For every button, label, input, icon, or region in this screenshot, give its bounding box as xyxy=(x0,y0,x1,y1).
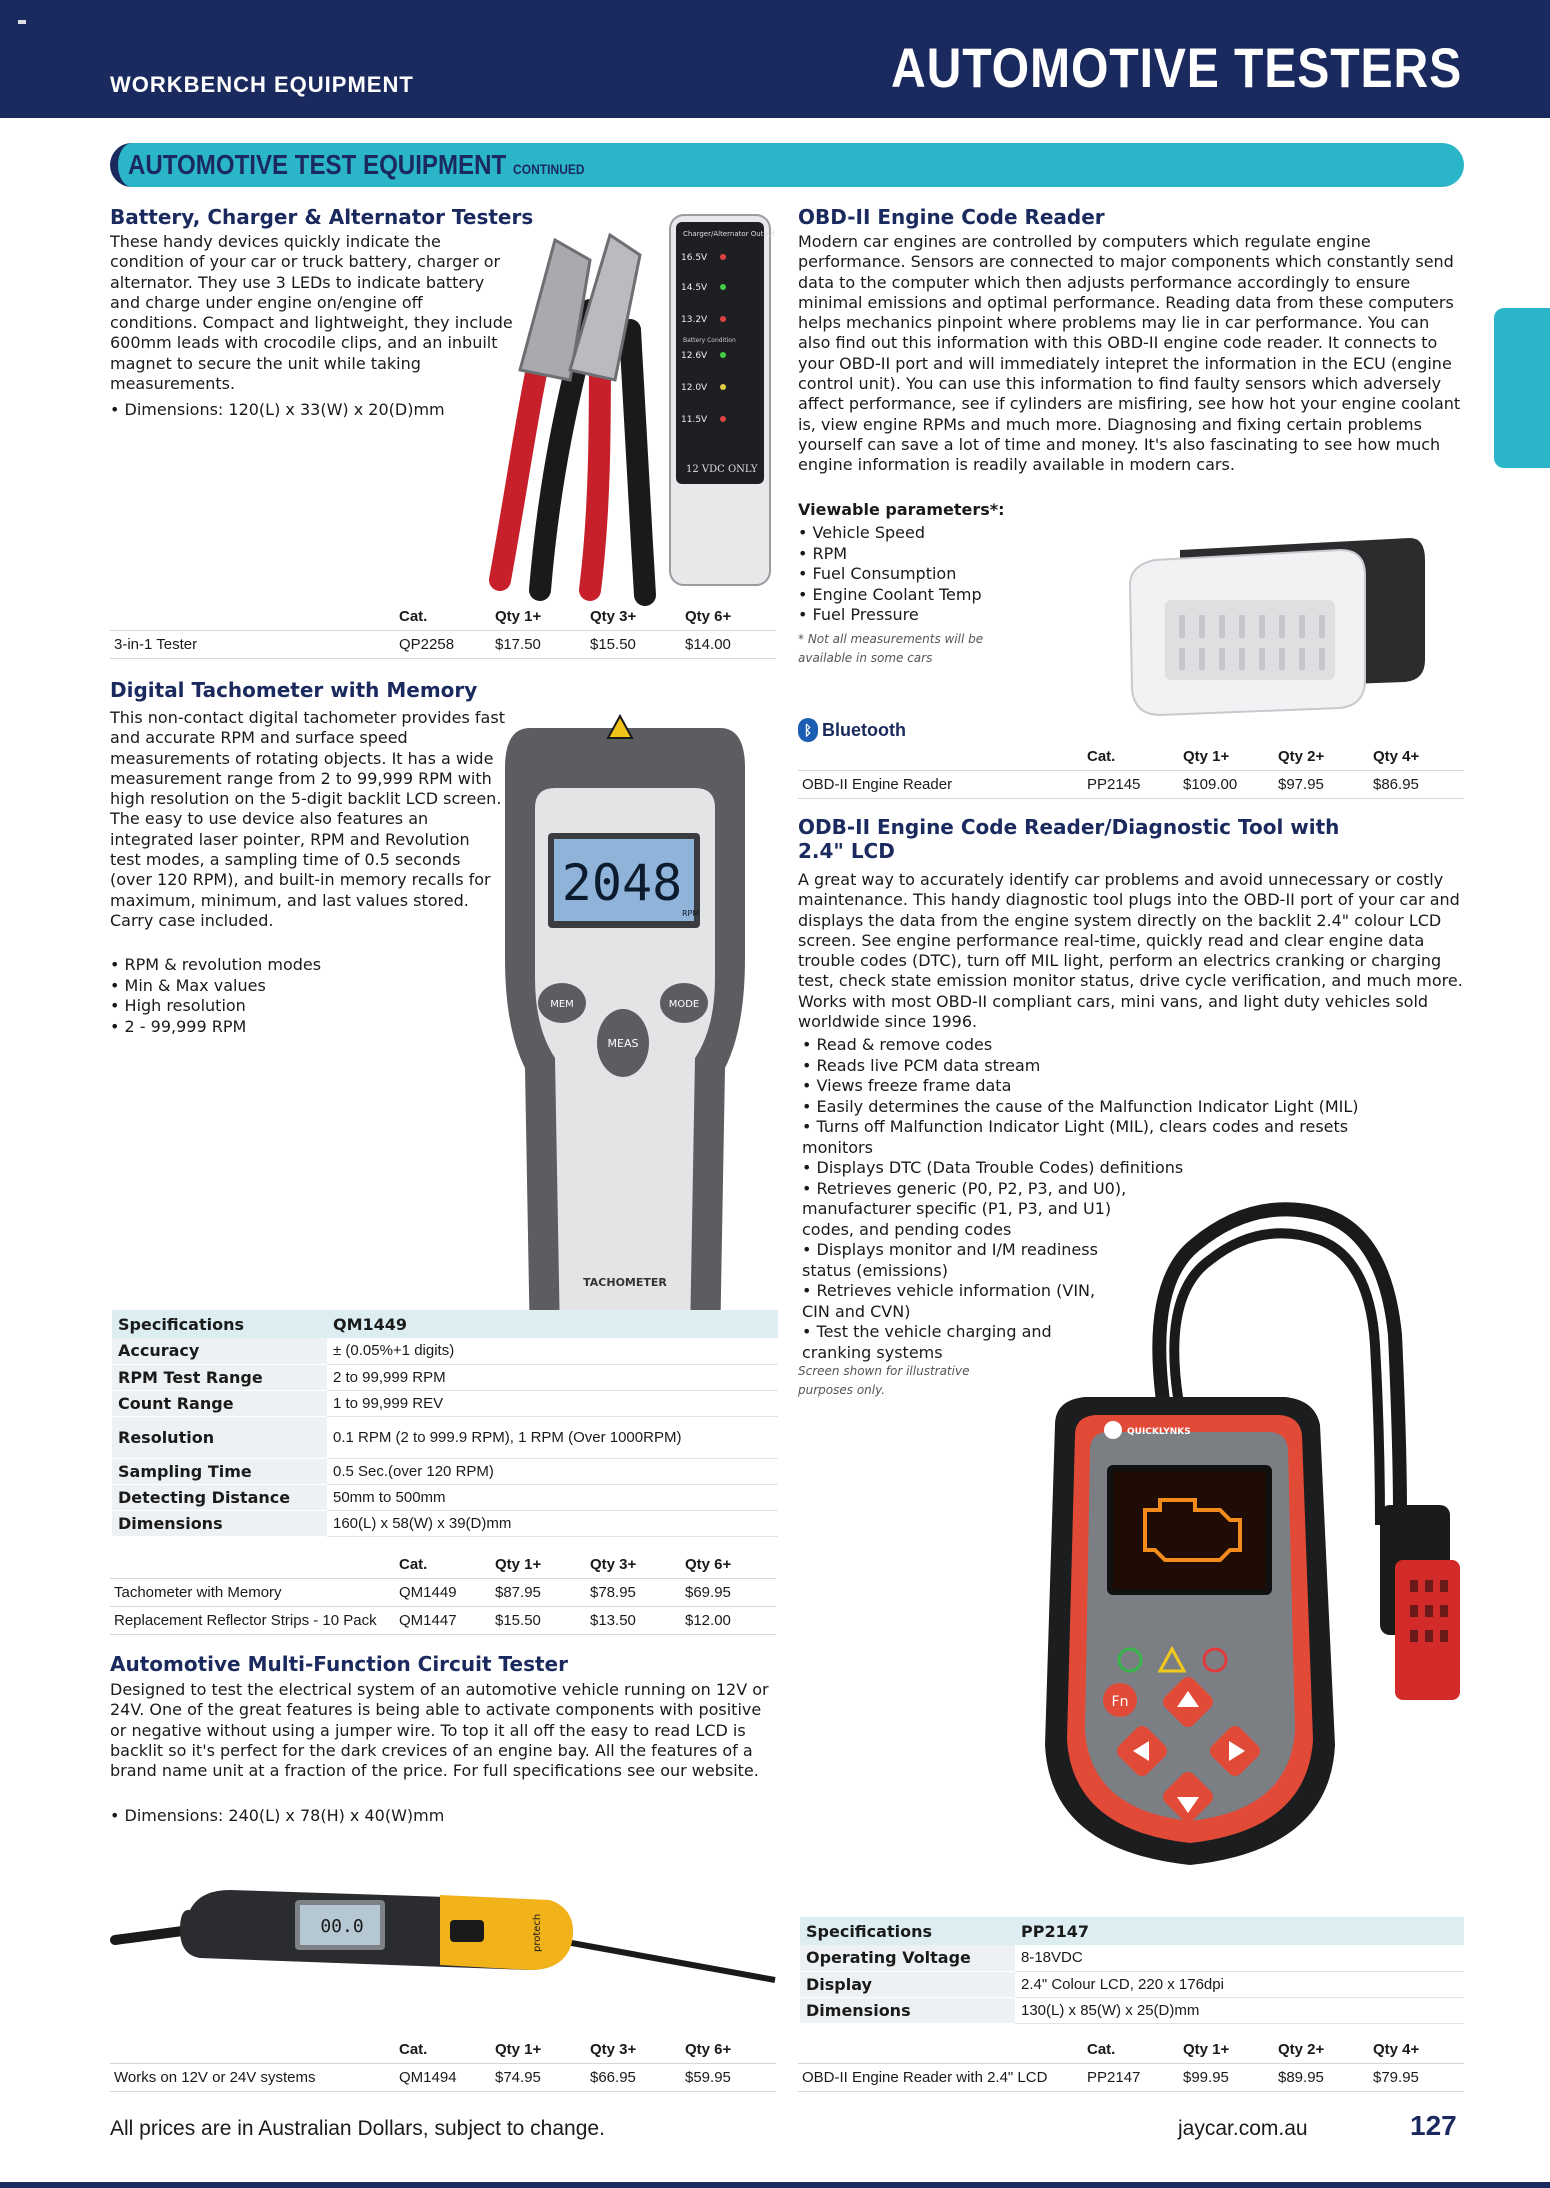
bullet: • High resolution xyxy=(110,996,410,1017)
bullet: • Turns off Malfunction Indicator Light (MIL), clears codes and resets monitors xyxy=(802,1117,1402,1158)
label: 13.2V xyxy=(681,315,708,325)
table-row: Replacement Reflector Strips - 10 Pack QM1447 $15.50 $13.50 $12.00 xyxy=(110,1606,776,1634)
obd-reader-bullets xyxy=(798,523,1098,626)
bullet: • Min & Max values xyxy=(110,976,410,997)
bullet: • Displays monitor and I/M readiness status (emissions) xyxy=(802,1240,1132,1281)
page-title: AUTOMOTIVE TESTERS xyxy=(890,36,1462,99)
spec-row: Accuracy ± (0.05%+1 digits) xyxy=(112,1338,778,1364)
diag-tool-note: Screen shown for illustrative purposes only. xyxy=(798,1364,970,1397)
battery-tester-description: These handy devices quickly indicate the condition of your car or truck battery, charger or alternator. They use 3 LEDs to indicate battery and charge under engine on/engine off conditions. Compact and lightweight, they include 600mm leads with crocodile clips, and an inbuilt magnet to secure the unit while taking measurements. xyxy=(110,232,513,394)
bullet: • Easily determines the cause of the Malfunction Indicator Light (MIL) xyxy=(802,1097,1422,1118)
table-row: 3-in-1 Tester QP2258 $17.50 $15.50 $14.00 xyxy=(110,630,776,658)
category-title: AUTOMOTIVE TEST EQUIPMENT CONTINUED xyxy=(128,149,585,180)
obd-reader-note: * Not all measurements will be available in some cars xyxy=(798,632,984,665)
obd-reader-price-table xyxy=(798,744,1464,799)
header-bar xyxy=(0,0,1550,118)
fn-button-label: Fn xyxy=(1111,1694,1129,1710)
table-header-row: Cat. Qty 1+ Qty 3+ Qty 6+ xyxy=(399,1556,732,1574)
bullet: • Fuel Consumption xyxy=(798,564,1098,585)
bullet: • Retrieves generic (P0, P2, P3, and U0), manufacturer specific (P1, P3, and U1) codes, and pending codes xyxy=(802,1179,1162,1241)
spec-row: Display 2.4" Colour LCD, 220 x 176dpi xyxy=(800,1971,1464,1997)
bullet: • Views freeze frame data xyxy=(802,1076,1422,1097)
category-subtitle: CONTINUED xyxy=(513,161,585,177)
spec-row: RPM Test Range 2 to 99,999 RPM xyxy=(112,1364,778,1390)
table-row: Works on 12V or 24V systems QM1494 $74.95 $66.95 $59.95 xyxy=(110,2063,776,2091)
label: 16.5V xyxy=(681,253,708,263)
side-tab[interactable] xyxy=(1494,308,1550,468)
page-number: 127 xyxy=(1410,2110,1457,2141)
mode-button-label: MODE xyxy=(668,999,700,1010)
obd-reader-description: Modern car engines are controlled by computers which regulate engine performance. Sensors are connected to major components which constantly send data to the computer which then adjusts performance accordingly to ensure minimal emissions and optimal performance. Reading data from these computers helps mechanics pinpoint where problems may lie in car performance. You can also find out this information with this OBD-II engine code reader. It connects to your OBD-II port and will immediately intepret the information in the ECU (engine control unit). You can use this information to find faulty sensors which adversely affect performance, see if cylinders are misfiring, see how hot your engine coolant is, view engine RPMs and much more. Diagnosing and fixing certain problems yourself can save a lot of time and money. It's also fascinating to see how much engine information is readily available in modern cars. xyxy=(798,232,1461,475)
bullet: • RPM & revolution modes xyxy=(110,955,410,976)
bullet: • Read & remove codes xyxy=(802,1035,1422,1056)
bullet: • Engine Coolant Temp xyxy=(798,585,1098,606)
label: Charger/Alternator Output xyxy=(683,230,776,238)
circuit-tester-bullets xyxy=(110,1806,710,1827)
footer-note: All prices are in Australian Dollars, subject to change. xyxy=(110,2117,605,2140)
circuit-tester-title: Automotive Multi-Function Circuit Tester xyxy=(110,1652,568,1676)
diag-tool-image xyxy=(995,1185,1470,1875)
label: 12.6V xyxy=(681,351,708,361)
bottom-rule xyxy=(0,2182,1550,2188)
label: 12 VDC ONLY xyxy=(686,464,758,475)
tachometer-description: This non-contact digital tachometer provides fast and accurate RPM and surface speed measurements of rotating objects. It has a wide measurement range from 2 to 99,999 RPM with high resolution on the 5-digit backlit LCD screen. The easy to use device also features an integrated laser pointer, RPM and Revolution test modes, a sampling time of 0.5 seconds (over 120 RPM), and built-in memory recalls for maximum, minimum, and last values stored. Carry case included. xyxy=(110,708,505,930)
spec-row: Dimensions 130(L) x 85(W) x 25(D)mm xyxy=(800,1997,1464,2023)
table-header-row: Cat. Qty 1+ Qty 3+ Qty 6+ xyxy=(399,608,732,626)
spec-row: Resolution 0.1 RPM (2 to 999.9 RPM), 1 RPM (Over 1000RPM) xyxy=(112,1416,778,1458)
bullet: • Dimensions: 120(L) x 33(W) x 20(D)mm xyxy=(110,400,510,421)
footer-site-link[interactable]: jaycar.com.au xyxy=(1178,2117,1308,2140)
table-header-row: Cat. Qty 1+ Qty 2+ Qty 4+ xyxy=(1087,2041,1420,2059)
battery-tester-title: Battery, Charger & Alternator Testers xyxy=(110,205,534,229)
diag-tool-brand: QUICKLYNKS xyxy=(1127,1427,1191,1437)
table-row: Tachometer with Memory QM1449 $87.95 $78.95 $69.95 xyxy=(110,1578,776,1606)
bullet: • 2 - 99,999 RPM xyxy=(110,1017,410,1038)
spec-row: Operating Voltage 8-18VDC xyxy=(800,1945,1464,1971)
bullet: • RPM xyxy=(798,544,1098,565)
table-header-row: Cat. Qty 1+ Qty 2+ Qty 4+ xyxy=(1087,748,1420,766)
spec-row: Sampling Time 0.5 Sec.(over 120 RPM) xyxy=(112,1458,778,1484)
battery-tester-price-table xyxy=(110,604,776,659)
obd-reader-title: OBD-II Engine Code Reader xyxy=(798,205,1105,229)
label: Battery Condition xyxy=(683,337,736,344)
label: 12.0V xyxy=(681,383,708,393)
category-bar xyxy=(110,143,1464,187)
table-row: OBD-II Engine Reader with 2.4" LCD PP2147 $99.95 $89.95 $79.95 xyxy=(798,2063,1464,2091)
obd-reader-image xyxy=(1120,530,1430,720)
tachometer-display: 2048 xyxy=(561,854,683,912)
menu-icon[interactable] xyxy=(18,20,26,24)
section-label: WORKBENCH EQUIPMENT xyxy=(110,72,414,97)
svg-text:RPM: RPM xyxy=(682,909,700,918)
bullet: • Vehicle Speed xyxy=(798,523,1098,544)
table-row: OBD-II Engine Reader PP2145 $109.00 $97.95 $86.95 xyxy=(798,770,1464,798)
obd-reader-params-heading: Viewable parameters*: xyxy=(798,500,1005,519)
diag-tool-price-table xyxy=(798,2037,1464,2092)
bullet: • Retrieves vehicle information (VIN, CIN and CVN) xyxy=(802,1281,1102,1322)
spec-row: Count Range 1 to 99,999 REV xyxy=(112,1390,778,1416)
spec-header-row: Specifications PP2147 xyxy=(800,1917,1464,1945)
circuit-tester-price-table xyxy=(110,2037,776,2092)
tachometer-bullets xyxy=(110,955,410,1037)
mem-button-label: MEM xyxy=(550,999,574,1010)
circuit-tester-brand: protech xyxy=(532,1913,543,1952)
tachometer-title: Digital Tachometer with Memory xyxy=(110,678,478,702)
bullet: • Displays DTC (Data Trouble Codes) definitions xyxy=(802,1158,1422,1179)
bluetooth-logo: ᛒ Bluetooth xyxy=(798,718,906,742)
bluetooth-icon: ᛒ xyxy=(798,718,818,742)
table-header-row: Cat. Qty 1+ Qty 3+ Qty 6+ xyxy=(399,2041,732,2059)
circuit-tester-description: Designed to test the electrical system of an automotive vehicle running on 12V or 24V. One of the great features is being able to activate components with positive or negative without using a jumper wire. To top it all off the easy to read LCD is backlit so it's perfect for the dark crevices of an engine bay. All the features of a brand name unit at a fraction of the price. For full specifications see our website. xyxy=(110,1680,769,1781)
bullet: • Dimensions: 240(L) x 78(H) x 40(W)mm xyxy=(110,1806,710,1827)
bullet: • Test the vehicle charging and cranking systems xyxy=(802,1322,1092,1363)
diag-tool-description: A great way to accurately identify car problems and avoid unnecessary or costly maintenance. This handy diagnostic tool plugs into the OBD-II port of your car and displays the data from the engine system directly on the backlit 2.4" colour LCD screen. See engine performance real-time, quickly read and clear engine data trouble codes (DTC), turn off MIL light, perform an electrics cranking or charging test, check state emission monitor status, drive cycle verification, and much more. Works with most OBD-II compliant cars, mini vans, and light duty vehicles sold worldwide since 1996. xyxy=(798,870,1463,1032)
diag-tool-title: ODB-II Engine Code Reader/Diagnostic Tool with 2.4" LCD xyxy=(798,815,1340,863)
tachometer-brand: TACHOMETER xyxy=(583,1276,667,1289)
tachometer-spec-table xyxy=(112,1310,778,1537)
circuit-tester-display: 00.0 xyxy=(320,1916,364,1937)
label: 11.5V xyxy=(681,415,708,425)
bullet: • Fuel Pressure xyxy=(798,605,1098,626)
spec-header-row: Specifications QM1449 xyxy=(112,1310,778,1338)
circuit-tester-image xyxy=(110,1870,776,2010)
spec-row: Dimensions 160(L) x 58(W) x 39(D)mm xyxy=(112,1510,778,1536)
tachometer-price-table xyxy=(110,1552,776,1635)
meas-button-label: MEAS xyxy=(607,1037,639,1050)
battery-tester-image xyxy=(440,210,780,610)
bullet: • Reads live PCM data stream xyxy=(802,1056,1422,1077)
diag-tool-spec-table xyxy=(800,1917,1464,2024)
label: 14.5V xyxy=(681,283,708,293)
spec-row: Detecting Distance 50mm to 500mm xyxy=(112,1484,778,1510)
